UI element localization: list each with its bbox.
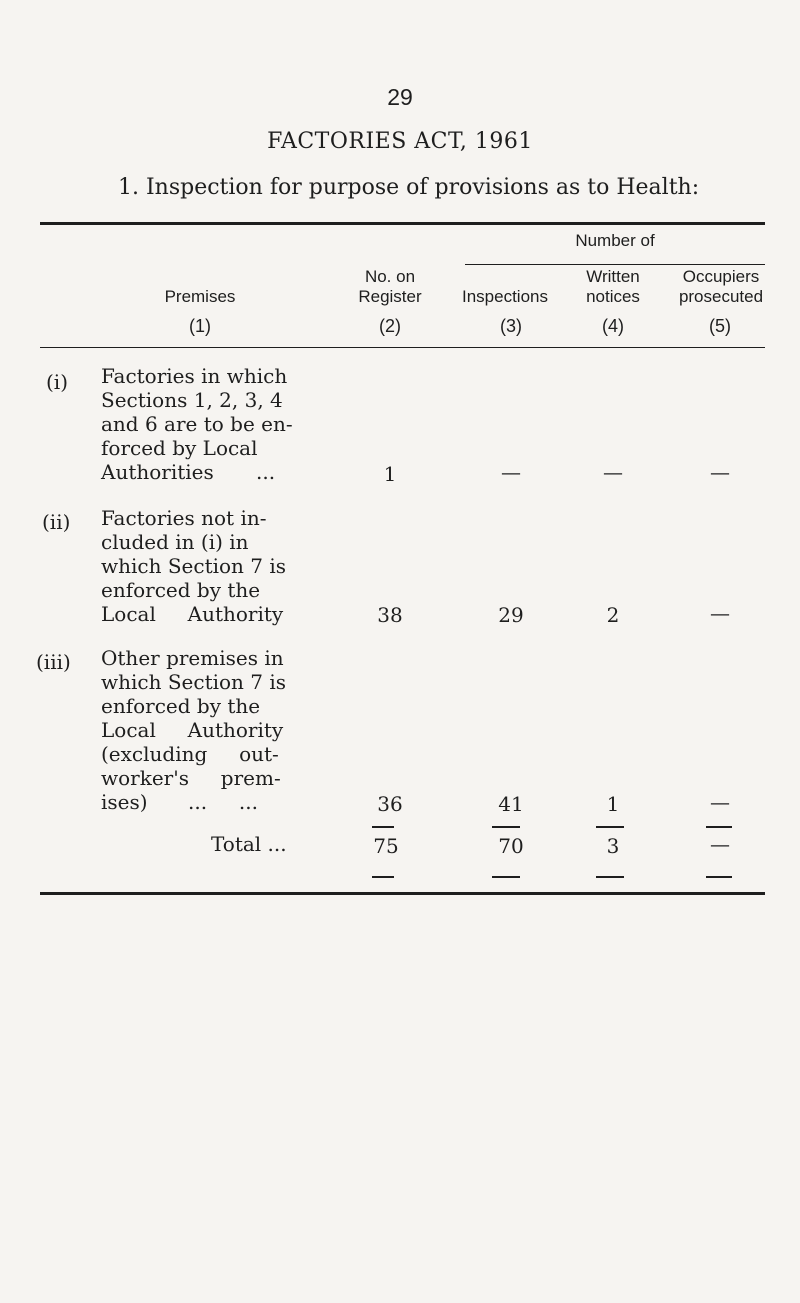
total-inspections: 70: [498, 834, 524, 858]
row-description: Factories not in- cluded in (i) in which Section 7 is enforced by the Local Authority: [101, 506, 287, 626]
table-bottom-rule: [40, 892, 765, 895]
subtotal-rule: [492, 826, 520, 828]
col-number-2: (2): [379, 316, 401, 336]
cell-written-notices: 1: [606, 792, 620, 816]
total-rule: [372, 876, 394, 878]
total-rule: [706, 876, 732, 878]
row-index: (iii): [36, 650, 71, 674]
total-label: Total ...: [211, 832, 287, 856]
cell-written-notices: —: [603, 460, 623, 484]
cell-register: 1: [383, 462, 397, 486]
subtotal-rule: [596, 826, 624, 828]
total-written-notices: 3: [606, 834, 620, 858]
col-number-3: (3): [500, 316, 522, 336]
cell-written-notices: 2: [606, 603, 620, 627]
cell-inspections: 41: [498, 792, 524, 816]
row-description: Factories in which Sections 1, 2, 3, 4 and 6 are to be en- forced by Local Authorities: [101, 364, 293, 484]
cell-prosecuted: —: [710, 601, 730, 625]
col-header-register: No. on Register: [358, 267, 422, 306]
col-header-occupiers-prosecuted: Occupiers prosecuted: [678, 267, 764, 306]
group-header-rule: [465, 264, 765, 265]
group-header-number-of: Number of: [575, 231, 655, 250]
col-header-written-notices: Written notices: [586, 267, 640, 306]
total-prosecuted: —: [710, 832, 730, 856]
cell-register: 36: [377, 792, 403, 816]
row-leader: ... ...: [188, 790, 258, 814]
section-title: 1. Inspection for purpose of provisions as to Health:: [118, 175, 700, 200]
col-header-inspections: Inspections: [462, 287, 548, 306]
act-title: FACTORIES ACT, 1961: [267, 129, 533, 154]
cell-register: 38: [377, 603, 403, 627]
cell-prosecuted: —: [710, 460, 730, 484]
cell-prosecuted: —: [710, 790, 730, 814]
table-top-rule: [40, 222, 765, 225]
col-number-4: (4): [602, 316, 624, 336]
page-number: 29: [387, 84, 413, 110]
header-bottom-rule: [40, 347, 765, 348]
total-rule: [492, 876, 520, 878]
subtotal-rule: [706, 826, 732, 828]
col-header-premises: Premises: [164, 287, 236, 306]
row-index: (ii): [42, 510, 71, 534]
col-number-5: (5): [709, 316, 731, 336]
cell-inspections: 29: [498, 603, 524, 627]
total-register: 75: [373, 834, 399, 858]
row-index: (i): [46, 370, 69, 394]
col-number-1: (1): [189, 316, 211, 336]
cell-inspections: —: [501, 460, 521, 484]
subtotal-rule: [372, 826, 394, 828]
total-rule: [596, 876, 624, 878]
row-leader: ...: [256, 460, 276, 484]
row-description: Other premises in which Section 7 is enforced by the Local Authority (excluding out- worker's prem- ises): [101, 646, 287, 814]
